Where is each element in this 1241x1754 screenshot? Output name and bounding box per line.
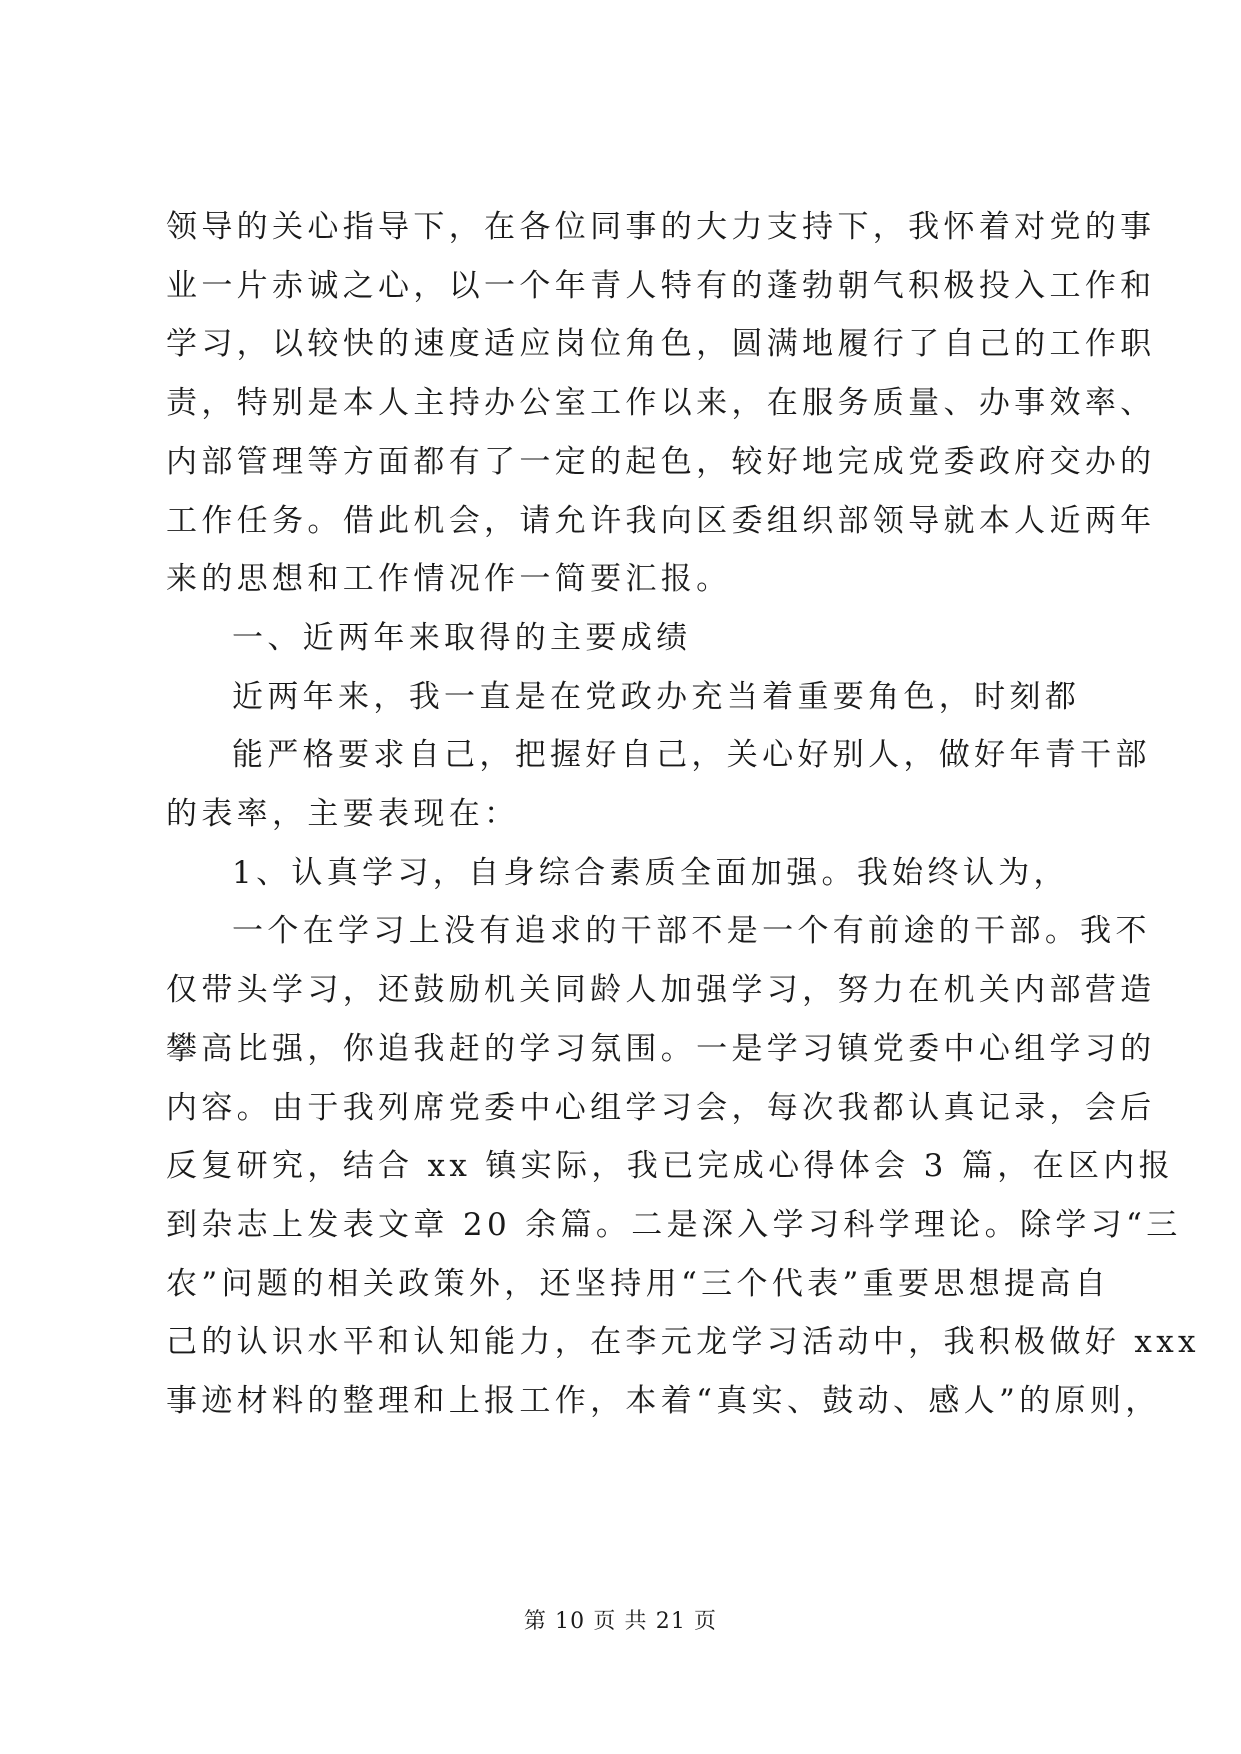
body-line: 内容。由于我列席党委中心组学习会，每次我都认真记录，会后	[166, 1089, 1156, 1126]
body-line: 的表率，主要表现在：	[166, 796, 520, 832]
body-line: 事迹材料的整理和上报工作，本着“真实、鼓动、感人”的原则，	[166, 1383, 1161, 1419]
body-line: 工作任务。借此机会，请允许我向区委组织部领导就本人近两年	[166, 502, 1156, 539]
body-line: 内部管理等方面都有了一定的起色，较好地完成党委政府交办的	[166, 443, 1156, 480]
body-line: 来的思想和工作情况作一简要汇报。	[166, 561, 732, 598]
page-number-footer: 第 10 页 共 21 页	[523, 1609, 718, 1634]
body-line: 己的认识水平和认知能力，在李元龙学习活动中，我积极做好 xxx	[166, 1324, 1200, 1361]
body-line: 领导的关心指导下，在各位同事的大力支持下，我怀着对党的事	[166, 209, 1156, 245]
body-line: 近两年来，我一直是在党政办充当着重要角色，时刻都	[232, 678, 1081, 715]
body-line: 仅带头学习，还鼓励机关同龄人加强学习，努力在机关内部营造	[166, 972, 1156, 1009]
body-line: 农”问题的相关政策外，还坚持用“三个代表”重要思想提高自	[166, 1265, 1111, 1302]
body-line: 能严格要求自己，把握好自己，关心好别人，做好年青干部	[232, 737, 1151, 774]
body-line: 攀高比强，你追我赶的学习氛围。一是学习镇党委中心组学习的	[166, 1030, 1156, 1067]
list-item-heading: 1、认真学习，自身综合素质全面加强。我始终认为，	[232, 854, 1069, 891]
body-line: 到杂志上发表文章 20 余篇。二是深入学习科学理论。除学习“三	[166, 1206, 1182, 1243]
body-line: 业一片赤诚之心，以一个年青人特有的蓬勃朝气积极投入工作和	[166, 267, 1156, 304]
body-line: 一个在学习上没有追求的干部不是一个有前途的干部。我不	[232, 913, 1151, 950]
body-line: 学习，以较快的速度适应岗位角色，圆满地履行了自己的工作职	[166, 326, 1156, 363]
body-line: 反复研究，结合 xx 镇实际，我已完成心得体会 3 篇，在区内报	[166, 1148, 1174, 1185]
body-line: 责，特别是本人主持办公室工作以来，在服务质量、办事效率、	[166, 385, 1156, 422]
section-heading: 一、近两年来取得的主要成绩	[232, 619, 692, 656]
